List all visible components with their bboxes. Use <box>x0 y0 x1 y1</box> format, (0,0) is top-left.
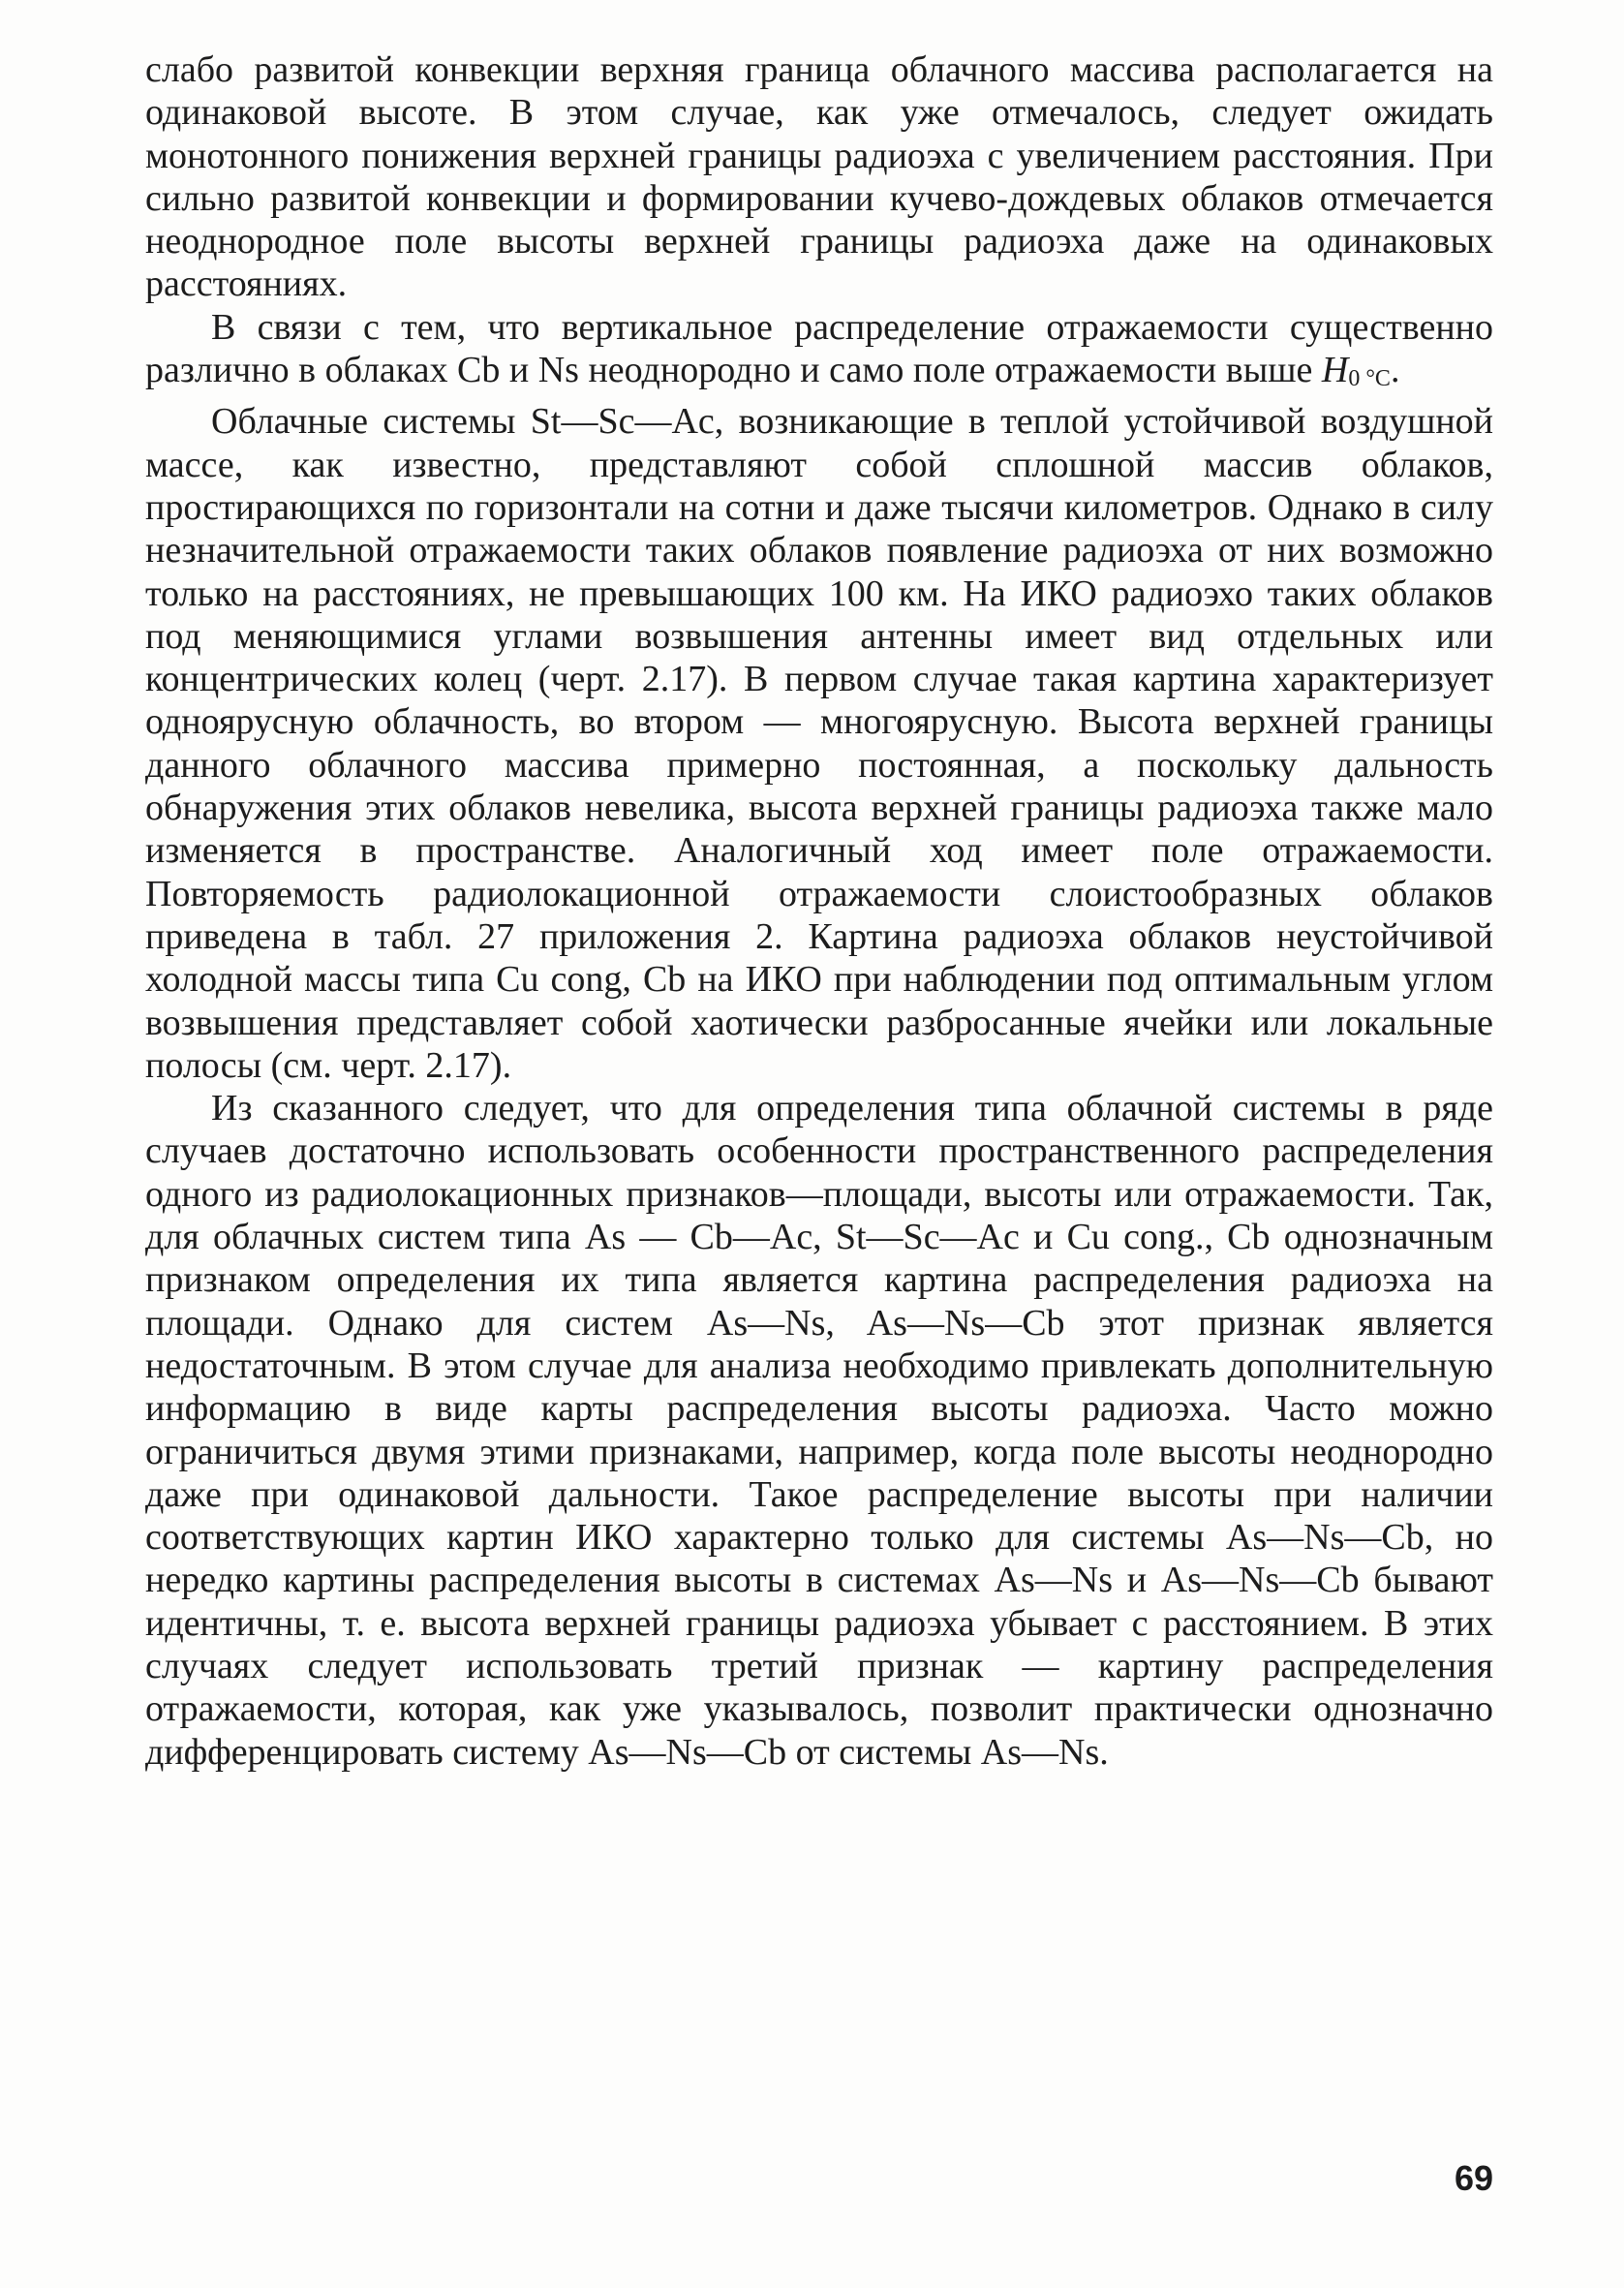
paragraph-1: слабо развитой конвекции верхняя граница облачного массива располагается на одинаковой высоте. В этом случае, как уже отмечалось, следует ожидать монотонного понижения верхней границы радиоэха с увеличением расстояния. При сильно развитой конвекции и формировании кучево-дождевых облаков отмечается неоднородное поле высоты верхней границы радиоэха даже на одинаковых расстояниях. <box>145 49 1493 305</box>
height-symbol: H <box>1321 350 1349 391</box>
page-number: 69 <box>1454 2158 1493 2198</box>
paragraph-2 <box>145 306 1493 401</box>
height-subscript: 0 °C <box>1348 366 1391 392</box>
paragraph-4: Из сказанного следует, что для определения типа облачной системы в ряде случаев достаточно использовать особенности пространственного распределения одного из радиолокационных признаков—площади, высоты или отражаемости. Так, для облачных систем типа As — Cb—Ac, St—Sc—Ac и Cu cong., Cb однозначным признаком определения их типа является картина распределения радиоэха на площади. Однако для систем As—Ns, As—Ns—Cb этот признак является недостаточным. В этом случае для анализа необходимо привлекать дополнительную информацию в виде карты распределения высоты радиоэха. Часто можно ограничиться двумя этими признаками, например, когда поле высоты неоднородно даже при одинаковой дальности. Такое распределение высоты при наличии соответствующих картин ИКО характерно только для системы As—Ns—Cb, но нередко картины распределения высоты в системах As—Ns и As—Ns—Cb бывают идентичны, т. е. высота верхней границы радиоэха убывает с расстоянием. В этих случаях следует использовать третий признак — картину распределения отражаемости, которая, как уже указывалось, позволит практически однозначно дифференцировать систему As—Ns—Cb от системы As—Ns. <box>145 1088 1493 1773</box>
paragraph-3: Облачные системы St—Sc—Ac, возникающие в теплой устойчивой воздушной массе, как известно, представляют собой сплошной массив облаков, простирающихся по горизонтали на сотни и даже тысячи километров. Однако в силу незначительной отражаемости таких облаков появление радиоэха от них возможно только на расстояниях, не превышающих 100 км. На ИКО радиоэхо таких облаков под меняющимися углами возвышения антенны имеет вид отдельных или концентрических колец (черт. 2.17). В первом случае такая картина характеризует одноярусную облачность, во втором — многоярусную. Высота верхней границы данного облачного массива примерно постоянная, а поскольку дальность обнаружения этих облаков невелика, высота верхней границы радиоэха также мало изменяется в пространстве. Аналогичный ход имеет поле отражаемости. Повторяемость радиолокационной отражаемости слоистообразных облаков приведена в табл. 27 приложения 2. Картина радиоэха облаков неустойчивой холодной массы типа Cu cong, Cb на ИКО при наблюдении под оптимальным углом возвышения представляет собой хаотически разбросанные ячейки или локальные полосы (см. черт. 2.17). <box>145 401 1493 1086</box>
body-text <box>145 48 1493 1774</box>
paragraph-2-tail: . <box>1390 350 1400 391</box>
paragraph-2-text: В связи с тем, что вертикальное распределение отражаемости существенно различно в облаках Cb и Ns неоднородно и само поле отражаемости выше <box>145 306 1493 391</box>
